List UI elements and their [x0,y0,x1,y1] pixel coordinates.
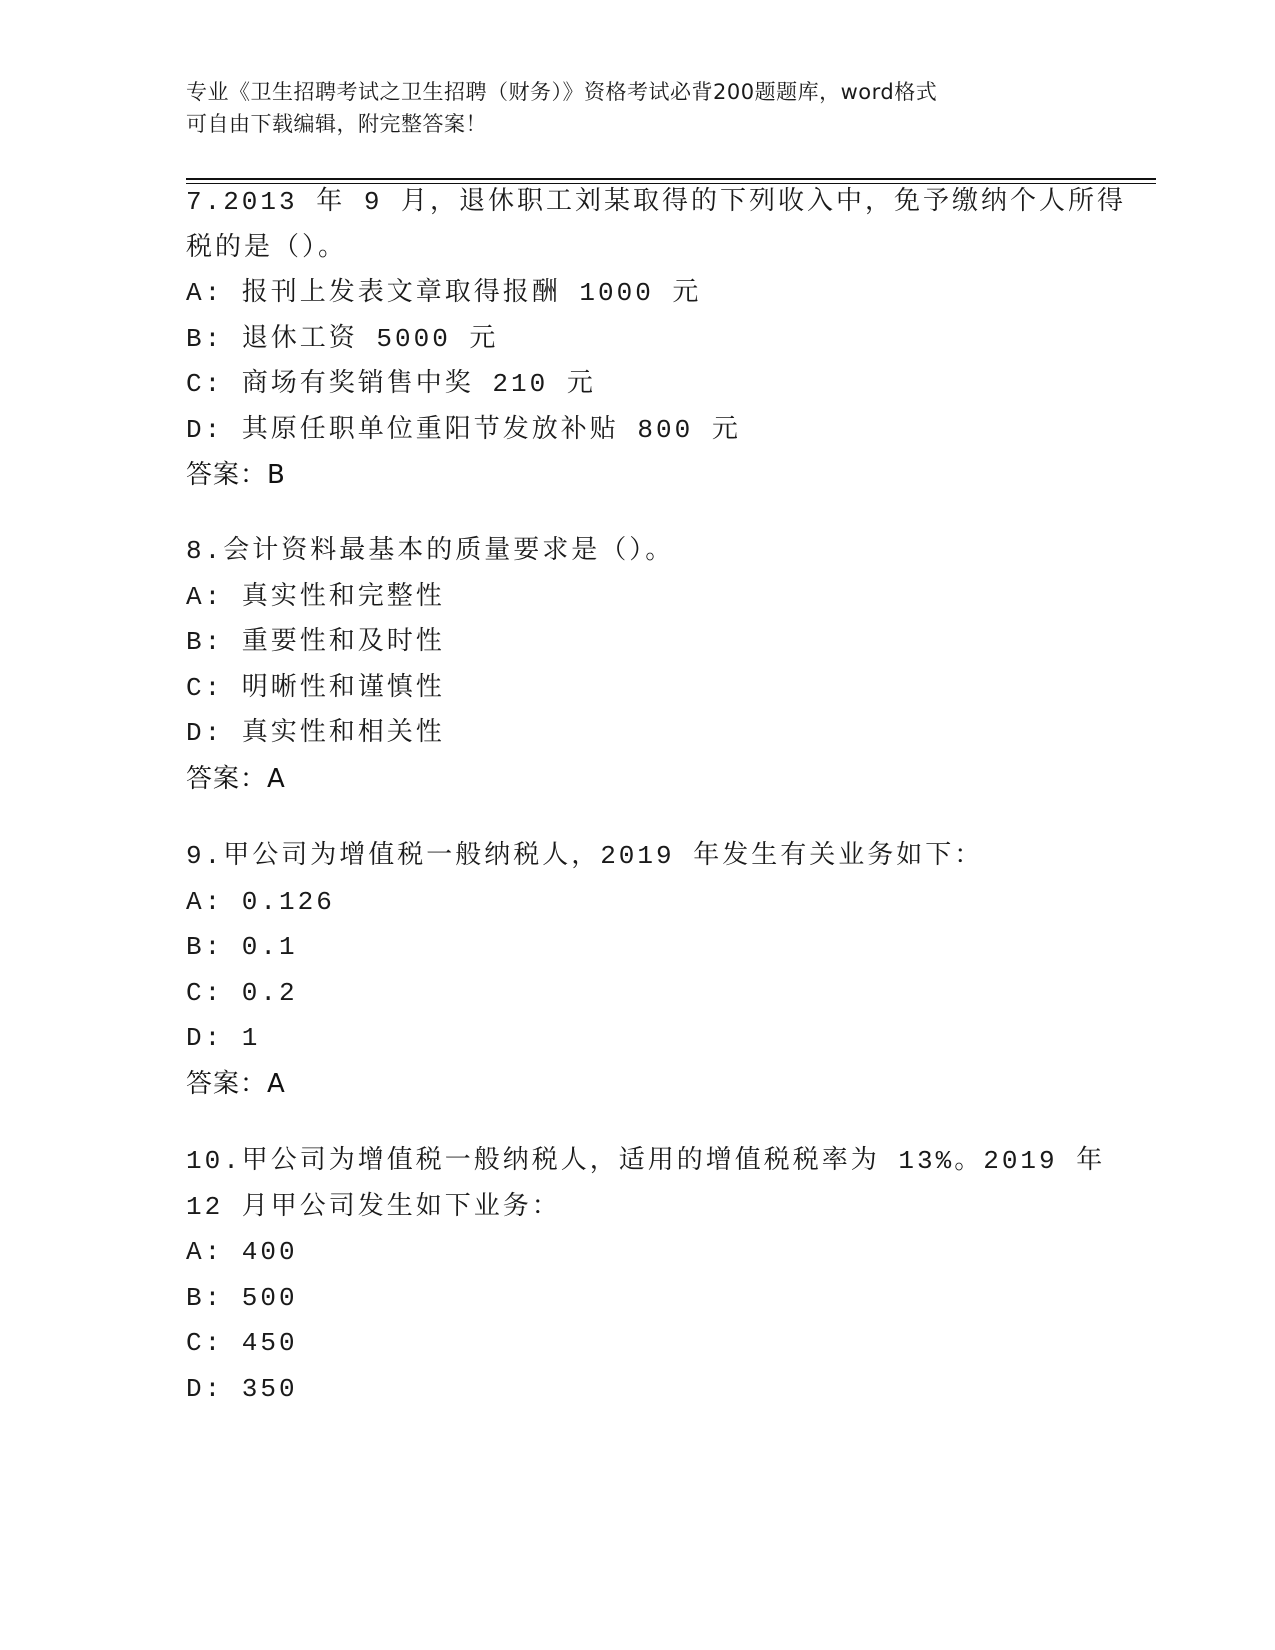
question-stem-line: 9.甲公司为增值税一般纳税人，2019 年发生有关业务如下： [186,841,984,871]
question-stem-line: 7.2013 年 9 月，退休职工刘某取得的下列收入中，免予缴纳个人所得 [186,187,1127,217]
option-d: D: 1 [186,1023,261,1053]
question-stem-line: 10.甲公司为增值税一般纳税人，适用的增值税税率为 13%。2019 年 [186,1146,1106,1176]
question-stem-line: 8.会计资料最基本的质量要求是（）。 [186,536,675,566]
question-stem-line: 税的是（）。 [186,232,348,263]
header-line-1: 专业《卫生招聘考试之卫生招聘（财务）》资格考试必背200题题库，word格式 [186,80,938,104]
question-stem-line: 12 月甲公司发生如下业务： [186,1191,561,1222]
answer-label: 答案：A [186,763,286,794]
question-7 [186,180,1127,499]
option-c: C: 450 [186,1328,298,1358]
answer-label: 答案：B [186,460,286,490]
option-c: C: 明晰性和谨慎性 [186,672,445,703]
document-header [186,76,1066,140]
option-d: D: 350 [186,1373,298,1404]
option-d: D: 真实性和相关性 [186,718,445,748]
question-8 [186,529,1086,802]
answer-label: 答案：A [186,1068,286,1099]
option-b: B: 退休工资 5000 元 [186,323,499,354]
question-9 [186,834,1086,1107]
option-b: B: 0.1 [186,932,298,962]
option-c: C: 商场有奖销售中奖 210 元 [186,369,596,399]
option-d: D: 其原任职单位重阳节发放补贴 800 元 [186,414,741,445]
option-a: A: 真实性和完整性 [186,581,445,612]
question-10 [186,1139,1106,1412]
option-b: B: 500 [186,1282,298,1313]
option-a: A: 0.126 [186,886,335,917]
option-a: A: 400 [186,1237,298,1267]
option-a: A: 报刊上发表文章取得报酬 1000 元 [186,278,702,308]
header-line-2: 可自由下载编辑，附完整答案！ [186,112,487,136]
option-c: C: 0.2 [186,977,298,1008]
option-b: B: 重要性和及时性 [186,627,445,657]
